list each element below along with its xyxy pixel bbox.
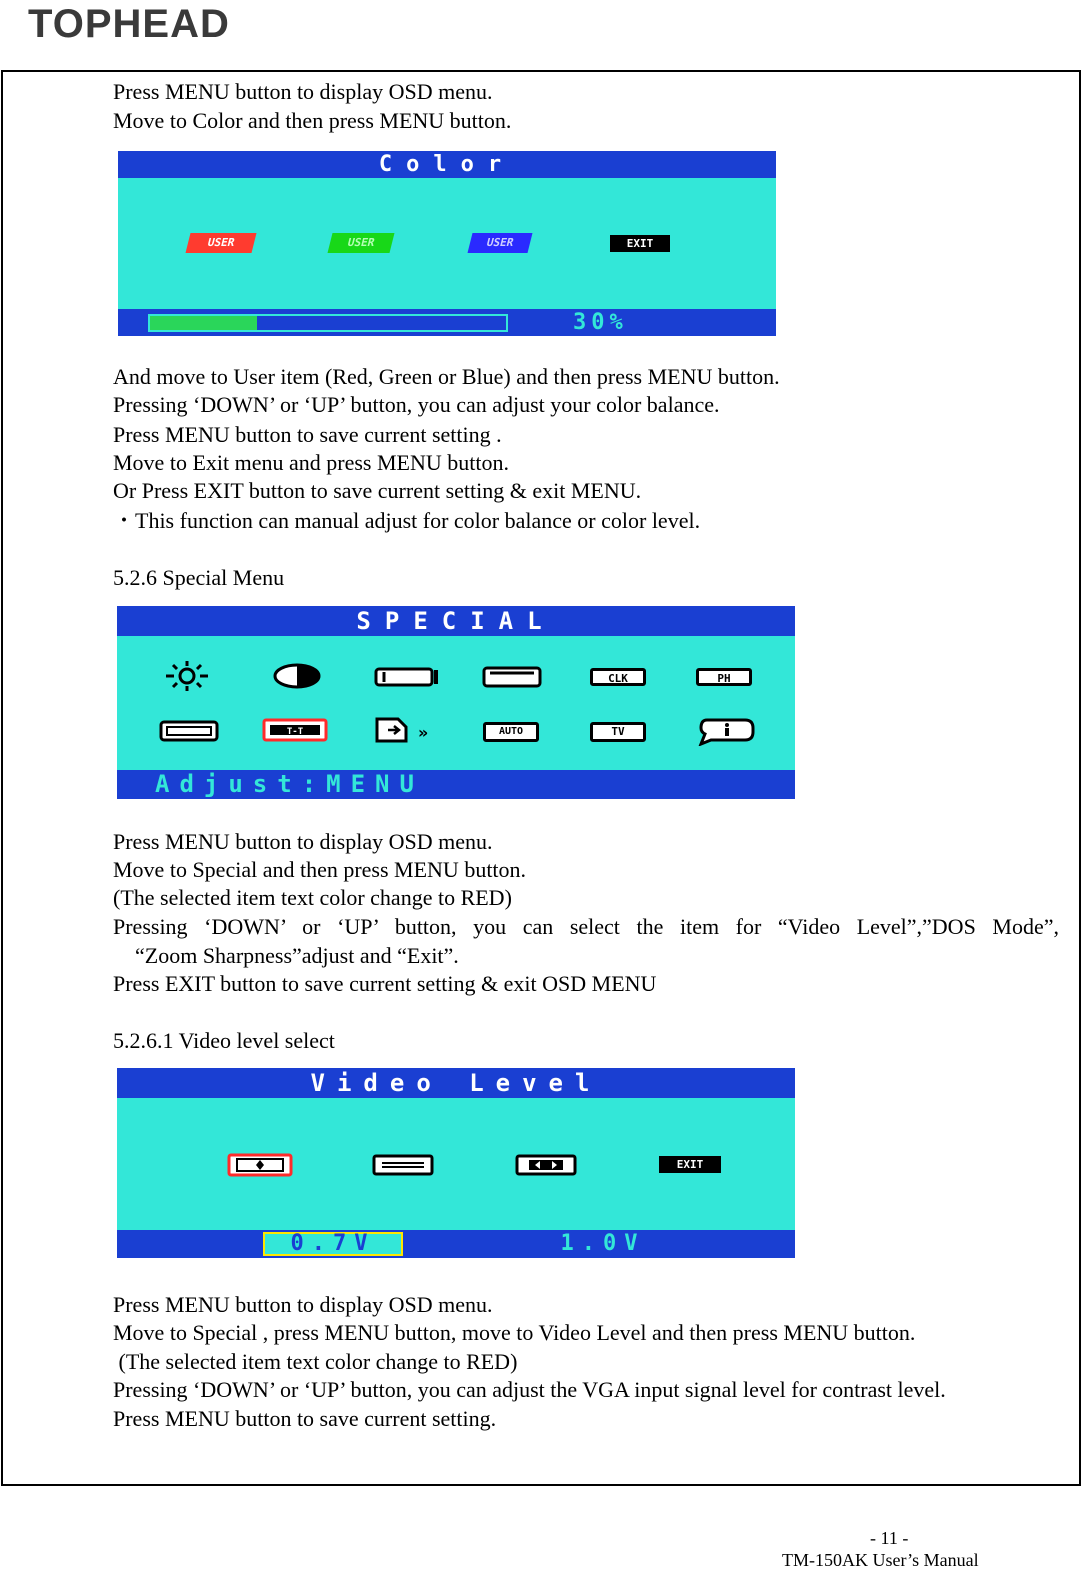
level-0-7v-icon [227,1153,293,1177]
page-number: - 11 - [870,1528,909,1548]
instruction-text: (The selected item text color change to RED) [113,885,512,910]
osd-special-screenshot [117,606,795,799]
dos-mode-icon [374,716,436,744]
info-icon [697,716,757,746]
manual-title: TM-150AK User’s Manual [782,1550,979,1570]
section-heading: 5.2.6.1 Video level select [113,1028,335,1053]
user-green-item: USER [328,233,395,253]
instruction-text: Press MENU button to save current setting. [113,1406,497,1431]
auto-adjust-item: AUTO [483,722,539,742]
user-red-item: USER [186,233,257,253]
instruction-text: Pressing ‘DOWN’ or ‘UP’ button, you can adjust your color balance. [113,392,720,417]
svg-text:»: » [418,723,429,742]
contrast-icon [272,663,322,689]
instruction-text: Press MENU button to display OSD menu. [113,829,493,854]
instruction-text: Move to Color and then press MENU button. [113,108,512,133]
tv-item: TV [590,722,646,742]
h-size-icon [159,720,219,742]
osd-status: Adjust:MENU [155,770,424,798]
svg-text:T-T: T-T [286,727,304,737]
video-level-icon [262,718,328,742]
instruction-text: Press MENU button to save current setting . [113,422,502,447]
progress-fill [150,316,257,330]
exit-item: EXIT [659,1156,721,1173]
instruction-text: Move to Special , press MENU button, move to Video Level and then press MENU button. [113,1320,916,1345]
option-1-0v: 1.0V [560,1231,646,1256]
progress-track [148,314,508,332]
sharpness-icon [515,1154,577,1176]
instruction-text: Pressing ‘DOWN’ or ‘UP’ button, you can select the item for “Video Level”,”DOS Mode”, [113,914,1059,939]
section-heading: 5.2.6 Special Menu [113,565,285,590]
instruction-text: “Zoom Sharpness”adjust and “Exit”. [135,943,459,968]
instruction-text: Press EXIT button to save current setting & exit OSD MENU [113,971,657,996]
osd-title: Video Level [310,1069,602,1097]
clock-item: CLK [590,668,646,686]
level-1-0v-icon [372,1154,434,1176]
phase-item: PH [696,668,752,686]
instruction-text: Move to Exit menu and press MENU button. [113,450,509,475]
osd-title: Color [378,152,516,177]
osd-video-level-screenshot [117,1068,795,1258]
osd-title: SPECIAL [356,607,556,635]
instruction-text: Move to Special and then press MENU button. [113,857,527,882]
instruction-text: Or Press EXIT button to save current setting & exit MENU. [113,478,642,503]
instruction-text: And move to User item (Red, Green or Blue) and then press MENU button. [113,364,780,389]
exit-item: EXIT [610,235,670,252]
note-text: ・This function can manual adjust for color balance or color level. [113,508,701,533]
option-0-7v-selected: 0.7V [263,1232,403,1256]
instruction-text: Press MENU button to display OSD menu. [113,79,493,104]
instruction-text: (The selected item text color change to RED) [113,1349,518,1374]
osd-color-screenshot [118,151,776,336]
user-blue-item: USER [468,233,533,253]
progress-value: 30% [573,310,628,335]
brand-logo: TOPHEAD [28,2,230,46]
brightness-icon [162,661,212,691]
instruction-text: Press MENU button to display OSD menu. [113,1292,493,1317]
instruction-text: Pressing ‘DOWN’ or ‘UP’ button, you can adjust the VGA input signal level for contrast level. [113,1377,946,1402]
h-position-icon [374,666,440,688]
v-position-icon [482,664,542,688]
